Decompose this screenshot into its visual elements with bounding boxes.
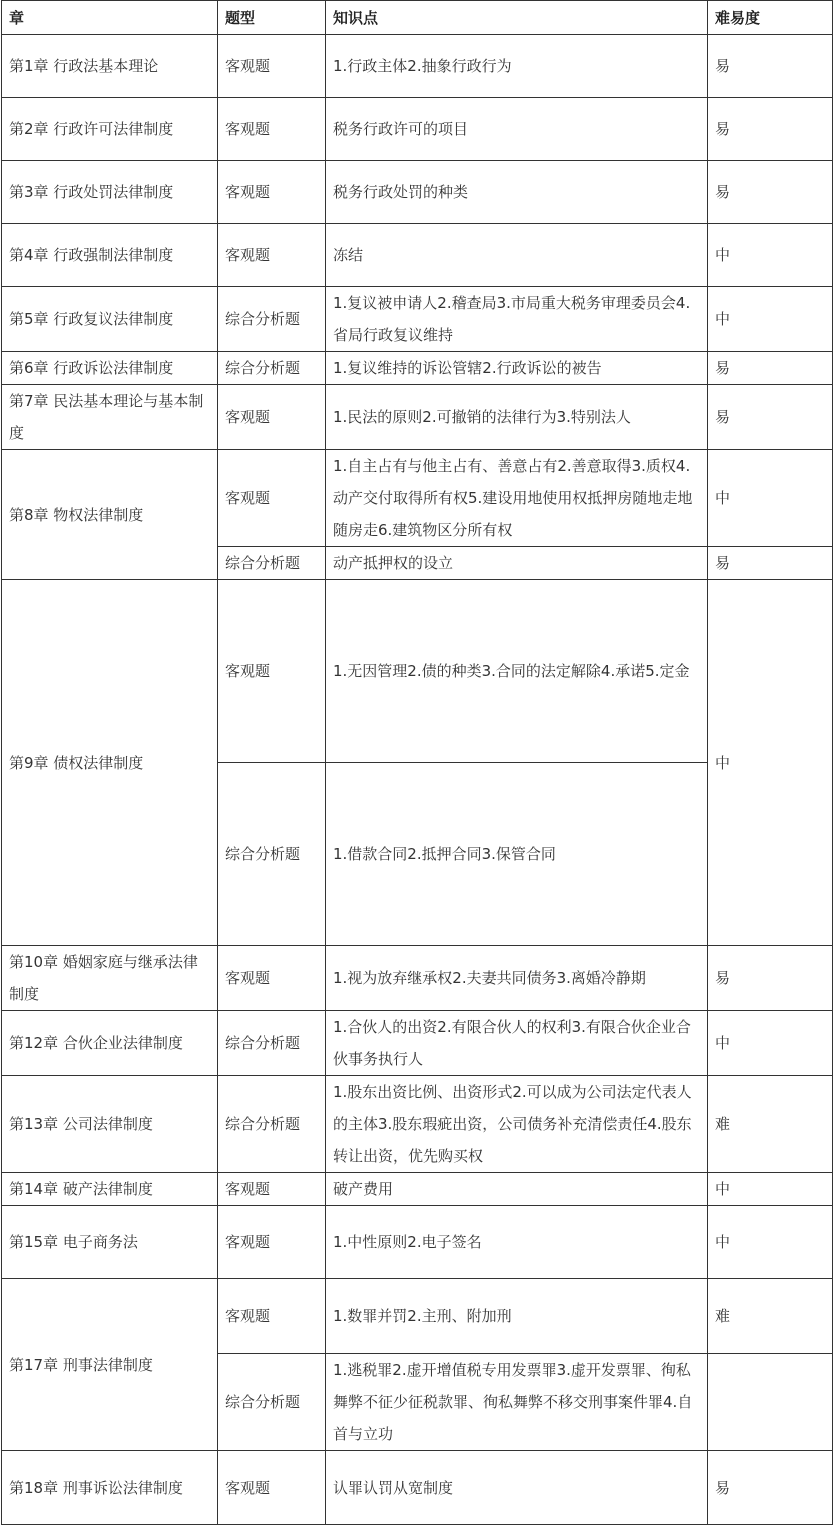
type-cell: 综合分析题 [218, 763, 326, 946]
knowledge-cell: 1.中性原则2.电子签名 [326, 1206, 708, 1279]
type-cell: 客观题 [218, 35, 326, 98]
knowledge-cell: 1.借款合同2.抵押合同3.保管合同 [326, 763, 708, 946]
header-knowledge: 知识点 [326, 1, 708, 35]
chapter-cell: 第14章 破产法律制度 [2, 1173, 218, 1206]
type-cell: 综合分析题 [218, 1076, 326, 1173]
knowledge-cell: 1.视为放弃继承权2.夫妻共同债务3.离婚冷静期 [326, 946, 708, 1011]
table-row [2, 1279, 833, 1354]
table-row [2, 580, 833, 763]
knowledge-table [1, 0, 833, 1525]
difficulty-cell: 中 [708, 224, 833, 287]
header-type: 题型 [218, 1, 326, 35]
knowledge-cell: 1.无因管理2.债的种类3.合同的法定解除4.承诺5.定金 [326, 580, 708, 763]
table-row [2, 98, 833, 161]
knowledge-cell: 1.复议被申请人2.稽查局3.市局重大税务审理委员会4.省局行政复议维持 [326, 287, 708, 352]
type-cell: 客观题 [218, 224, 326, 287]
type-cell: 客观题 [218, 1173, 326, 1206]
table-row [2, 35, 833, 98]
difficulty-cell: 中 [708, 287, 833, 352]
table-row [2, 1076, 833, 1173]
knowledge-cell: 1.股东出资比例、出资形式2.可以成为公司法定代表人的主体3.股东瑕疵出资，公司债务补充清偿责任4.股东转让出资，优先购买权 [326, 1076, 708, 1173]
table-row [2, 161, 833, 224]
knowledge-cell: 1.合伙人的出资2.有限合伙人的权利3.有限合伙企业合伙事务执行人 [326, 1011, 708, 1076]
chapter-cell: 第7章 民法基本理论与基本制度 [2, 385, 218, 450]
table-row [2, 946, 833, 1011]
table-row [2, 224, 833, 287]
chapter-cell: 第10章 婚姻家庭与继承法律制度 [2, 946, 218, 1011]
chapter-cell: 第17章 刑事法律制度 [2, 1279, 218, 1451]
type-cell: 客观题 [218, 1451, 326, 1525]
difficulty-cell: 中 [708, 1011, 833, 1076]
difficulty-cell: 难 [708, 1076, 833, 1173]
table-row [2, 1173, 833, 1206]
type-cell: 客观题 [218, 161, 326, 224]
type-cell: 客观题 [218, 1279, 326, 1354]
difficulty-cell: 易 [708, 1451, 833, 1525]
difficulty-cell: 易 [708, 547, 833, 580]
knowledge-cell: 破产费用 [326, 1173, 708, 1206]
difficulty-cell: 中 [708, 1173, 833, 1206]
type-cell: 综合分析题 [218, 547, 326, 580]
chapter-cell: 第15章 电子商务法 [2, 1206, 218, 1279]
knowledge-cell: 1.民法的原则2.可撤销的法律行为3.特别法人 [326, 385, 708, 450]
chapter-cell: 第13章 公司法律制度 [2, 1076, 218, 1173]
header-chapter: 章 [2, 1, 218, 35]
chapter-cell: 第3章 行政处罚法律制度 [2, 161, 218, 224]
knowledge-cell: 税务行政处罚的种类 [326, 161, 708, 224]
type-cell: 综合分析题 [218, 1354, 326, 1451]
type-cell: 客观题 [218, 450, 326, 547]
knowledge-cell: 1.复议维持的诉讼管辖2.行政诉讼的被告 [326, 352, 708, 385]
difficulty-cell: 易 [708, 98, 833, 161]
table-row [2, 287, 833, 352]
difficulty-cell: 易 [708, 946, 833, 1011]
type-cell: 客观题 [218, 946, 326, 1011]
type-cell: 综合分析题 [218, 1011, 326, 1076]
chapter-cell: 第18章 刑事诉讼法律制度 [2, 1451, 218, 1525]
chapter-cell: 第8章 物权法律制度 [2, 450, 218, 580]
knowledge-cell: 1.自主占有与他主占有、善意占有2.善意取得3.质权4.动产交付取得所有权5.建设用地使用权抵押房随地走地随房走6.建筑物区分所有权 [326, 450, 708, 547]
chapter-cell: 第9章 债权法律制度 [2, 580, 218, 946]
type-cell: 客观题 [218, 580, 326, 763]
knowledge-cell: 税务行政许可的项目 [326, 98, 708, 161]
knowledge-cell: 认罪认罚从宽制度 [326, 1451, 708, 1525]
knowledge-cell: 1.行政主体2.抽象行政行为 [326, 35, 708, 98]
type-cell: 客观题 [218, 1206, 326, 1279]
table-row [2, 1206, 833, 1279]
table-row [2, 352, 833, 385]
table-row [2, 1011, 833, 1076]
difficulty-cell [708, 1354, 833, 1451]
difficulty-cell: 中 [708, 1206, 833, 1279]
type-cell: 综合分析题 [218, 352, 326, 385]
type-cell: 客观题 [218, 98, 326, 161]
knowledge-cell: 动产抵押权的设立 [326, 547, 708, 580]
table-row [2, 385, 833, 450]
chapter-cell: 第12章 合伙企业法律制度 [2, 1011, 218, 1076]
knowledge-cell: 1.逃税罪2.虚开增值税专用发票罪3.虚开发票罪、徇私舞弊不征少征税款罪、徇私舞弊不移交刑事案件罪4.自首与立功 [326, 1354, 708, 1451]
chapter-cell: 第5章 行政复议法律制度 [2, 287, 218, 352]
knowledge-cell: 1.数罪并罚2.主刑、附加刑 [326, 1279, 708, 1354]
difficulty-cell: 易 [708, 352, 833, 385]
header-row [2, 1, 833, 35]
difficulty-cell: 中 [708, 450, 833, 547]
chapter-cell: 第2章 行政许可法律制度 [2, 98, 218, 161]
type-cell: 客观题 [218, 385, 326, 450]
table-row [2, 1451, 833, 1525]
difficulty-cell: 易 [708, 385, 833, 450]
chapter-cell: 第4章 行政强制法律制度 [2, 224, 218, 287]
table-row [2, 450, 833, 547]
difficulty-cell: 易 [708, 35, 833, 98]
difficulty-cell: 易 [708, 161, 833, 224]
chapter-cell: 第1章 行政法基本理论 [2, 35, 218, 98]
chapter-cell: 第6章 行政诉讼法律制度 [2, 352, 218, 385]
difficulty-cell: 中 [708, 580, 833, 946]
header-difficulty: 难易度 [708, 1, 833, 35]
type-cell: 综合分析题 [218, 287, 326, 352]
difficulty-cell: 难 [708, 1279, 833, 1354]
knowledge-cell: 冻结 [326, 224, 708, 287]
